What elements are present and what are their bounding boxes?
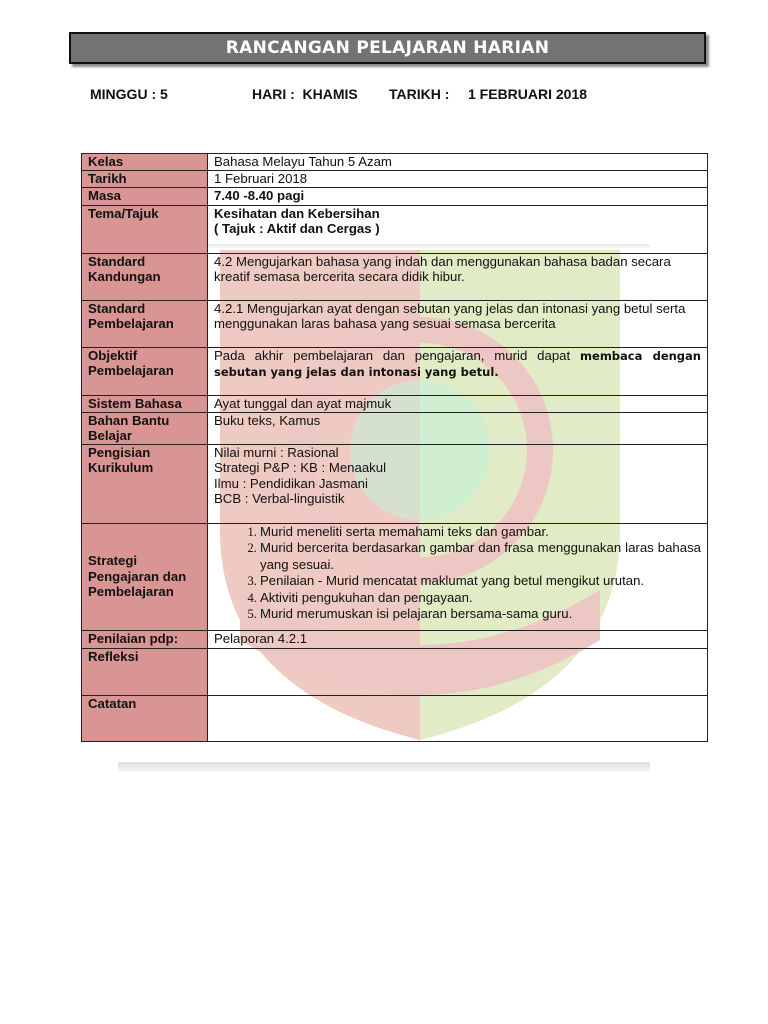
tema-line-1: Kesihatan dan Kebersihan: [214, 205, 380, 221]
table-row-masa: [82, 187, 708, 205]
table-row-tema: [82, 205, 708, 253]
refleksi-value[interactable]: [208, 648, 708, 695]
strategi-item-text: Murid merumuskan isi pelajaran bersama-sama guru.: [260, 606, 573, 621]
document-title-bar: [69, 32, 706, 64]
objektif-text-part1: Pada akhir pembelajaran dan pengajaran, murid dapat: [214, 347, 571, 363]
standard-pembelajaran-value: 4.2.1 Mengujarkan ayat dengan sebutan yang jelas dan intonasi yang betul serta menggunakan laras bahasa yang sesuai semasa bercerita: [208, 300, 708, 347]
minggu-label: MINGGU : 5: [90, 86, 168, 102]
strategi-value: [208, 523, 708, 630]
tarikh-label: TARIKH :: [389, 86, 450, 102]
list-item: [260, 573, 701, 590]
pengisian-line: Strategi P&P : KB : Menaakul: [214, 460, 387, 475]
table-row-bahan-bantu: [82, 412, 708, 444]
tema-label: Tema/Tajuk: [82, 205, 208, 253]
list-item: [260, 606, 701, 623]
catatan-label: Catatan: [82, 695, 208, 741]
list-item: [260, 590, 701, 607]
strategi-item-text: Murid meneliti serta memahami teks dan gambar.: [260, 523, 549, 539]
lesson-plan-table: [81, 153, 708, 742]
hari-label: HARI : KHAMIS: [252, 86, 358, 102]
objektif-value: [208, 347, 708, 395]
standard-kandungan-value: 4.2 Mengujarkan bahasa yang indah dan menggunakan bahasa badan secara kreatif semasa bercerita secara didik hibur.: [208, 253, 708, 300]
masa-label: Masa: [82, 187, 208, 205]
tema-value: [208, 205, 708, 253]
tarikh-row-label: Tarikh: [82, 170, 208, 187]
table-row-tarikh: [82, 170, 708, 187]
refleksi-label: Refleksi: [82, 648, 208, 695]
strategi-list: [214, 524, 701, 623]
table-row-standard-pembelajaran: [82, 300, 708, 347]
strategi-label: Strategi Pengajaran dan Pembelajaran: [82, 523, 208, 630]
strategi-item-text: Aktiviti pengukuhan dan pengayaan.: [260, 589, 473, 605]
table-row-refleksi: [82, 648, 708, 695]
table-row-catatan: [82, 695, 708, 741]
strategi-item-text: Murid bercerita berdasarkan gambar dan frasa menggunakan laras bahasa yang sesuai.: [260, 540, 701, 572]
penilaian-value: Pelaporan 4.2.1: [208, 630, 708, 648]
table-row-strategi: [82, 523, 708, 630]
tarikh-value: 1 FEBRUARI 2018: [468, 86, 588, 102]
list-item: [260, 540, 701, 573]
list-item: [260, 524, 701, 541]
tarikh-row-value: 1 Februari 2018: [208, 170, 708, 187]
masa-value: 7.40 -8.40 pagi: [208, 187, 708, 205]
sistem-bahasa-value: Ayat tunggal dan ayat majmuk: [208, 395, 708, 412]
kelas-value: Bahasa Melayu Tahun 5 Azam: [208, 154, 708, 171]
standard-pembelajaran-label: Standard Pembelajaran: [82, 300, 208, 347]
standard-kandungan-label: Standard Kandungan: [82, 253, 208, 300]
objektif-label: Objektif Pembelajaran: [82, 347, 208, 395]
pengisian-value: [208, 444, 708, 523]
pengisian-line: BCB : Verbal-linguistik: [214, 491, 345, 506]
table-row-penilaian: [82, 630, 708, 648]
pengisian-line: Nilai murni : Rasional: [214, 444, 339, 460]
bahan-bantu-value: Buku teks, Kamus: [208, 412, 708, 444]
table-row-sistem-bahasa: [82, 395, 708, 412]
table-row-standard-kandungan: [82, 253, 708, 300]
catatan-value[interactable]: [208, 695, 708, 741]
pengisian-label: Pengisian Kurikulum: [82, 444, 208, 523]
sistem-bahasa-label: Sistem Bahasa: [82, 395, 208, 412]
table-row-kelas: [82, 154, 708, 171]
objektif-text-part2: membaca dengan sebutan yang jelas dan intonasi yang betul.: [214, 348, 701, 379]
scan-shadow-bottom: [118, 762, 650, 772]
table-row-pengisian: [82, 444, 708, 523]
table-row-objektif: [82, 347, 708, 395]
kelas-label: Kelas: [82, 154, 208, 171]
tema-line-2: ( Tajuk : Aktif dan Cergas ): [214, 221, 380, 236]
pengisian-line: Ilmu : Pendidikan Jasmani: [214, 475, 368, 491]
document-title: RANCANGAN PELAJARAN HARIAN: [225, 38, 550, 58]
bahan-bantu-label: Bahan Bantu Belajar: [82, 412, 208, 444]
strategi-item-text: Penilaian - Murid mencatat maklumat yang betul mengikut urutan.: [260, 573, 645, 588]
penilaian-label: Penilaian pdp:: [82, 630, 208, 648]
